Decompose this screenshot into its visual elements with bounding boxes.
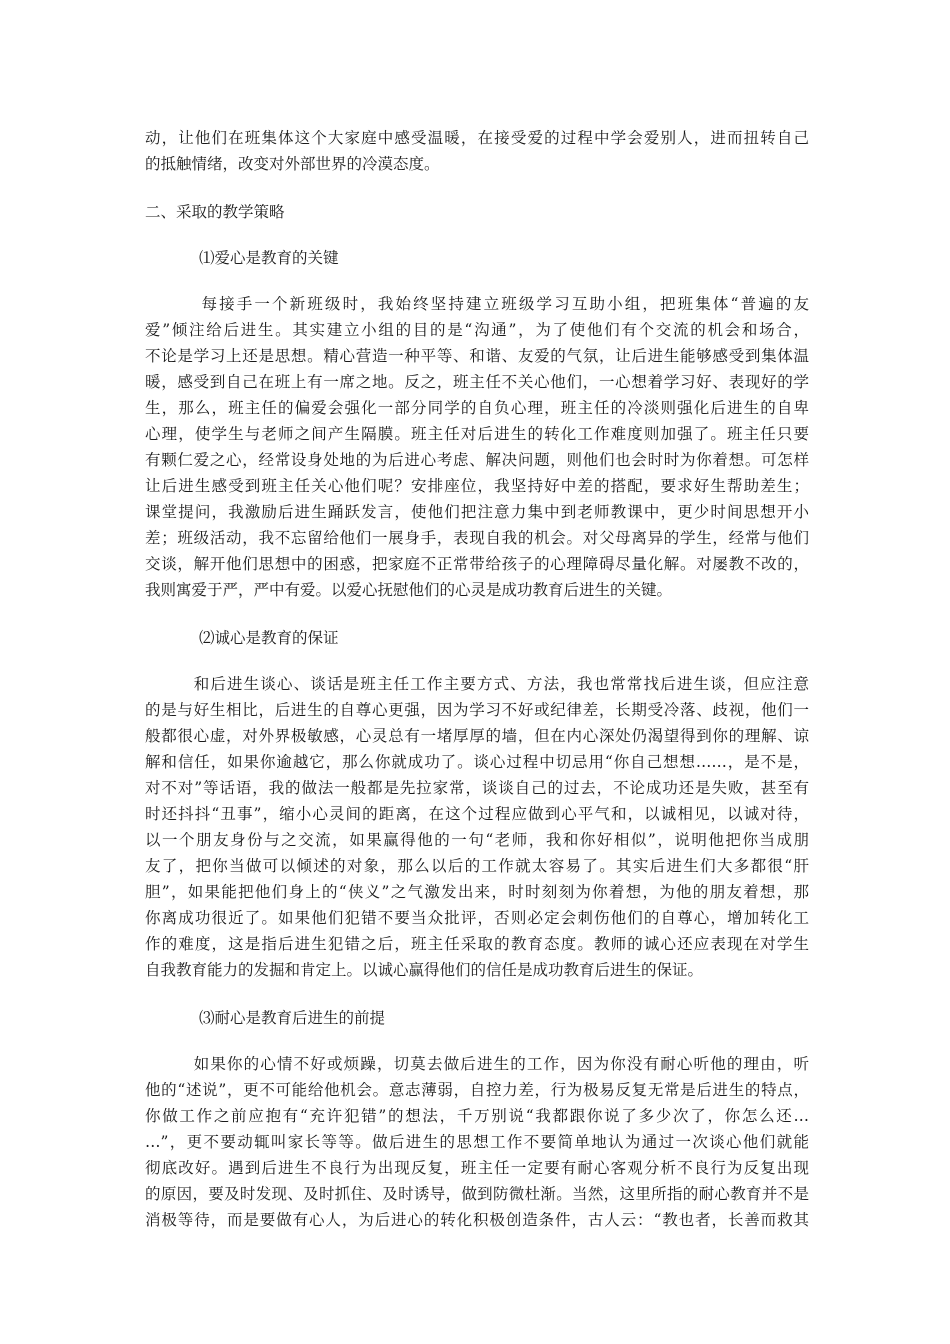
paragraph-line: 心理，使学生与老师之间产生隔膜。班主任对后进生的转化工作难度则加强了。班主任只要	[145, 425, 809, 443]
paragraph-line: 你离成功很近了。如果他们犯错不要当众批评，否则必定会刺伤他们的自尊心，增加转化工	[145, 909, 809, 927]
paragraph-line: 你做工作之前应抱有“充许犯错”的想法，千万别说“我都跟你说了多少次了，你怎么还…	[145, 1107, 809, 1125]
paragraph-line: 差；班级活动，我不忘留给他们一展身手，表现自我的机会。对父母离异的学生，经常与他们	[145, 529, 809, 547]
subsection-heading: ⑴爱心是教育的关键	[199, 249, 339, 267]
paragraph-line: 胆”，如果能把他们身上的“侠义”之气激发出来，时时刻刻为你着想，为他的朋友着想，那	[145, 883, 809, 901]
section-title: 二、采取的教学策略	[145, 203, 285, 221]
paragraph-line: 有颗仁爱之心，经常设身处地的为后进心考虑、解决问题，则他们也会时时为你着想。可怎样	[145, 451, 809, 469]
paragraph-line: 消极等待，而是要做有心人，为后进心的转化积极创造条件，古人云：“教也者，长善而救其	[145, 1211, 809, 1229]
paragraph-line: 的是与好生相比，后进生的自尊心更强，因为学习不好或纪律差，长期受冷落、歧视，他们一	[145, 701, 809, 719]
paragraph-line: 交谈，解开他们思想中的困惑，把家庭不正常带给孩子的心理障碍尽量化解。对屡教不改的，	[145, 555, 809, 573]
paragraph-line: 爱”倾注给后进生。其实建立小组的目的是“沟通”，为了使他们有个交流的机会和场合，	[145, 321, 809, 339]
paragraph-line: 不论是学习上还是思想。精心营造一种平等、和谐、友爱的气氛，让后进生能够感受到集体温	[145, 347, 809, 365]
paragraph-line: 课堂提问，我激励后进生踊跃发言，使他们把注意力集中到老师教课中，更少时间思想开小	[145, 503, 809, 521]
paragraph-line: 彻底改好。遇到后进生不良行为出现反复，班主任一定要有耐心客观分析不良行为反复出现	[145, 1159, 809, 1177]
paragraph-line: 自我教育能力的发掘和肯定上。以诚心赢得他们的信任是成功教育后进生的保证。	[145, 961, 704, 979]
paragraph-line: 以一个朋友身份与之交流，如果赢得他的一句“老师，我和你好相似”，说明他把你当成朋	[145, 831, 809, 849]
paragraph-line: 让后进生感受到班主任关心他们呢？安排座位，我坚持好中差的搭配，要求好生帮助差生；	[145, 477, 809, 495]
subsection-heading: ⑵诚心是教育的保证	[199, 629, 339, 647]
intro-line: 的抵触情绪，改变对外部世界的冷漠态度。	[145, 155, 440, 173]
paragraph-line: 般都很心虚，对外界极敏感，心灵总有一堵厚厚的墙，但在内心深处仍渴望得到你的理解、谅	[145, 727, 809, 745]
paragraph-line: 生，那么，班主任的偏爱会强化一部分同学的自负心理，班主任的冷淡则强化后进生的自卑	[145, 399, 809, 417]
paragraph-line: 我则寓爱于严，严中有爱。以爱心抚慰他们的心灵是成功教育后进生的关键。	[145, 581, 673, 599]
paragraph-line: 如果你的心情不好或烦躁，切莫去做后进生的工作，因为你没有耐心听他的理由，听	[145, 1055, 809, 1073]
paragraph-line: 解和信任，如果你逾越它，那么你就成功了。谈心过程中切忌用“你自己想想……，是不是，	[145, 753, 809, 771]
paragraph-line: 对不对”等话语，我的做法一般都是先拉家常，谈谈自己的过去，不论成功还是失败，甚至有	[145, 779, 809, 797]
intro-line: 动，让他们在班集体这个大家庭中感受温暖，在接受爱的过程中学会爱别人，进而扭转自己	[145, 129, 809, 147]
paragraph-line: 时还抖抖“丑事”，缩小心灵间的距离，在这个过程应做到心平气和，以诚相见，以诚对待，	[145, 805, 809, 823]
paragraph-line: …”，更不要动辄叫家长等等。做后进生的思想工作不要简单地认为通过一次谈心他们就能	[145, 1133, 809, 1151]
paragraph-line: 友了，把你当做可以倾述的对象，那么以后的工作就太容易了。其实后进生们大多都很“肝	[145, 857, 809, 875]
paragraph-line: 作的难度，这是指后进生犯错之后，班主任采取的教育态度。教师的诚心还应表现在对学生	[145, 935, 809, 953]
paragraph-line: 他的“述说”，更不可能给他机会。意志薄弱，自控力差，行为极易反复无常是后进生的特点，	[145, 1081, 809, 1099]
paragraph-line: 每接手一个新班级时，我始终坚持建立班级学习互助小组，把班集体“普遍的友	[145, 295, 809, 313]
paragraph-line: 和后进生谈心、谈话是班主任工作主要方式、方法，我也常常找后进生谈，但应注意	[145, 675, 809, 693]
paragraph-line: 的原因，要及时发现、及时抓住、及时诱导，做到防微杜渐。当然，这里所指的耐心教育并不是	[145, 1185, 809, 1203]
paragraph-line: 暖，感受到自己在班上有一席之地。反之，班主任不关心他们，一心想着学习好、表现好的学	[145, 373, 809, 391]
subsection-heading: ⑶耐心是教育后进生的前提	[199, 1009, 386, 1027]
